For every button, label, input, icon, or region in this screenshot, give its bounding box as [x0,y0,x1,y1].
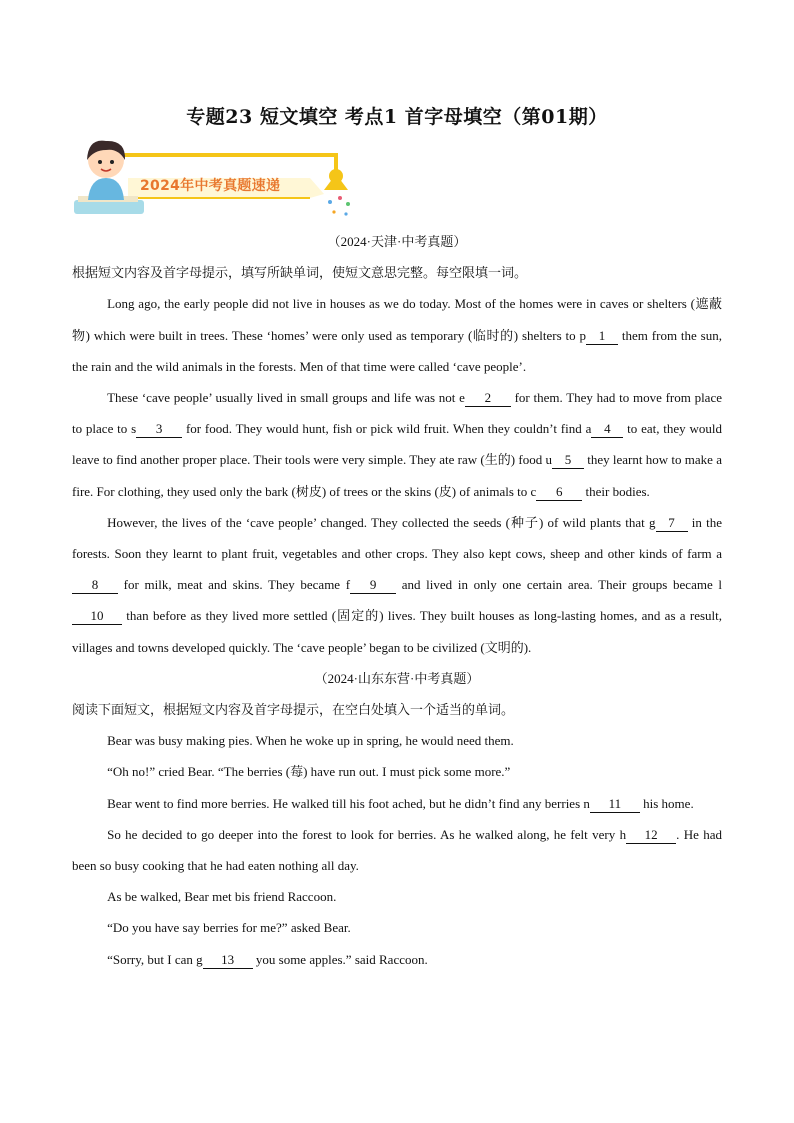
blank-7: 7 [656,515,688,532]
passage2-line: So he decided to go deeper into the forest to look for berries. As he walked along, he felt very h 12 . He had been so busy cooking that he had eaten nothing all day. [72,826,722,874]
blank-9: 9 [350,577,396,594]
blank-8: 8 [72,577,118,594]
banner-text: 2024年中考真题速递 [140,178,281,194]
passage2-line: As be walked, Bear met bis friend Raccoon. [107,889,337,905]
passage1-paragraph: These ‘cave people’ usually lived in small groups and life was not e 2 for them. They had to move from place to place to s 3 for food. They would hunt, fish or pick wild fruit. When they couldn’t find a 4 to eat, they would leave to find another proper place. Their tools were very simple. They ate raw (生的) food u 5 they learnt how to make a fire. For clothing, they used only the bark (树皮) of trees or the skins (皮) of animals to c 6 their bodies. [72,390,722,499]
passage2-line: Bear was busy making pies. When he woke up in spring, he would need them. [107,733,514,749]
blank-6: 6 [536,484,582,501]
passage1-instruction: 根据短文内容及首字母提示，填写所缺单词，使短文意思完整。每空限填一词。 [72,265,528,281]
banner [72,138,362,220]
passage1-source: （2024·天津·中考真题） [327,234,467,249]
blank-2: 2 [465,390,511,407]
blank-10: 10 [72,608,122,625]
passage1-paragraph: Long ago, the early people did not live in houses as we do today. Most of the homes were in caves or shelters (遮蔽物) which were built in trees. These ‘homes’ were only used as temporary (临时的) shelters to p 1 them from the sun, the rain and the wild animals in the forests. Men of that time were called ‘cave people’. [72,296,722,374]
blank-11: 11 [590,796,640,813]
passage2-line: “Oh no!” cried Bear. “The berries (莓) have run out. I must pick some more.” [107,764,511,780]
document-body [72,226,722,975]
passage2-instruction: 阅读下面短文，根据短文内容及首字母提示，在空白处填入一个适当的单词。 [72,702,515,718]
page-title: 专题23 短文填空 考点1 首字母填空（第01期） [186,106,608,128]
blank-1: 1 [586,328,618,345]
passage2-line: “Sorry, but I can g 13 you some apples.” said Raccoon. [107,951,428,967]
blank-3: 3 [136,421,182,438]
passage2-line: “Do you have say berries for me?” asked Bear. [107,920,351,936]
blank-12: 12 [626,827,676,844]
blank-13: 13 [203,952,253,969]
passage1-paragraph: However, the lives of the ‘cave people’ changed. They collected the seeds (种子) of wild plants that g 7 in the forests. Soon they learnt to plant fruit, vegetables and other crops. They also kept cows, sheep and other kinds of farm a8 for milk, meat and skins. They became f 9 and lived in only one certain area. Their groups became l10 than before as they lived more settled (固定的) lives. They built houses as long-lasting homes, and as a result, villages and towns developed quickly. The ‘cave people’ began to be civilized (文明的). [72,514,722,655]
passage2-line: Bear went to find more berries. He walked till his foot ached, but he didn’t find any berries n 11 his home. [107,795,694,811]
blank-4: 4 [591,421,623,438]
blank-5: 5 [552,452,584,469]
passage2-source: （2024·山东东营·中考真题） [314,670,480,686]
